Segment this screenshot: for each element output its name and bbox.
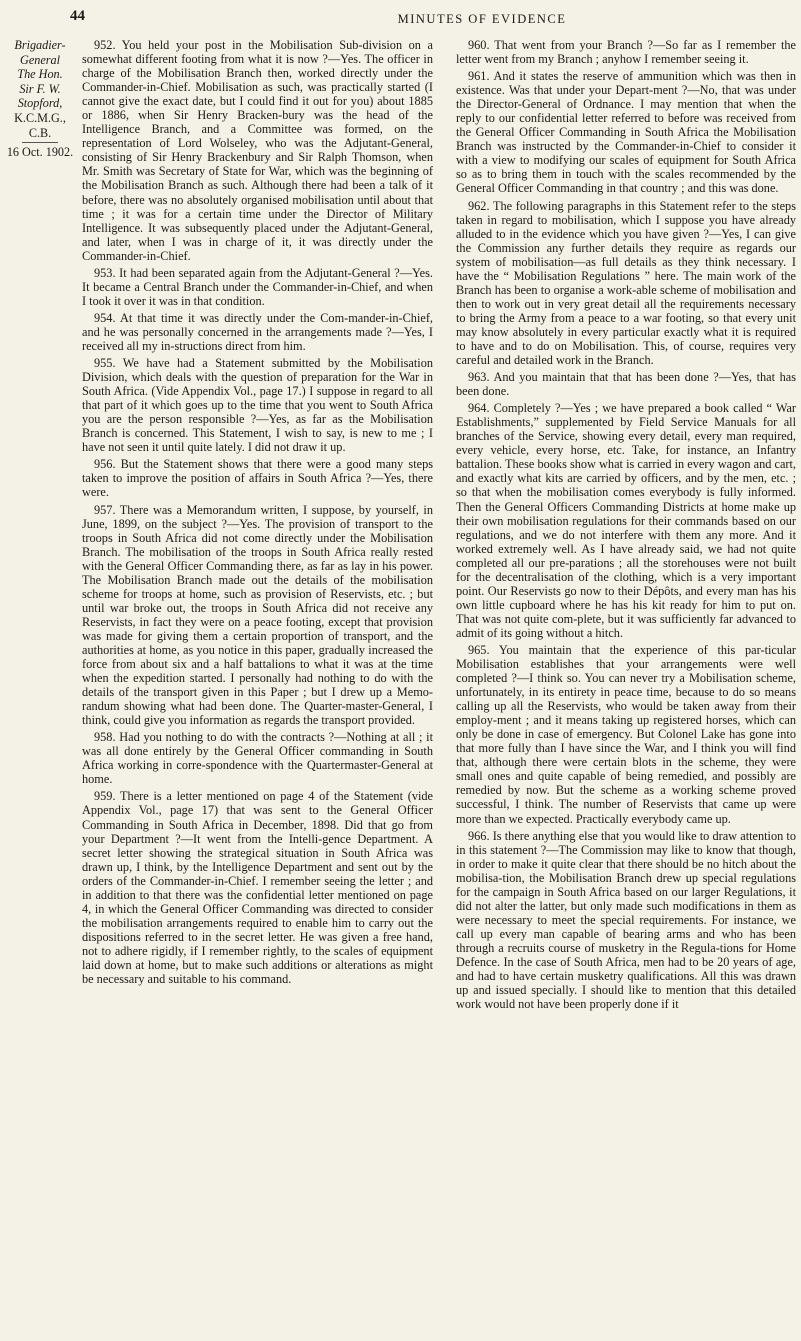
witness-rank-2: General [20,52,60,67]
paragraph-957: 957. There was a Memorandum written, I suppose, by yourself, in June, 1899, on the subject ?—Yes. The provision of transport to the troops in South Africa did not come directly under the Mobilisation Branch. The mobilisation of the troops in South Africa really rested with the General Officer Commanding there, as far as lay in his power. The Mobilisation Branch made out the details of the mobilisation scheme for troops at home, such as provision of Reservists, etc. ; but until war broke out, the troops in South Africa did not receive any Reservists, in fact they were on a peace footing, except that provision was made for giving them a certain proportion of transport, and the authorities at home, as you notice in this paper, gradually increased the force from about six and a half battalions to what it was at the time when the expedition started. I personally had nothing to do with the details of the transport given in this Paper ; but I drew up a Memo-randum showing what had been done. The Quarter-master-General, I think, could give you information as regards the transport provided. [82,502,433,728]
paragraph-953: 953. It had been separated again from the Adjutant-General ?—Yes. It became a Central Branch under the Commander-in-Chief, and when I took it over it was in that condition. [82,265,433,308]
witness-honours: K.C.M.G., C.B. [14,110,66,140]
left-text-column [82,38,433,1335]
paragraph-956: 956. But the Statement shows that there were a good many steps taken to improve the position of affairs in South Africa ?—Yes, there were. [82,457,433,500]
witness-name-1: The Hon. [17,67,63,82]
witness-name-2: Sir F. W. [19,81,61,96]
paragraph-961: 961. And it states the reserve of ammunition which was then in existence. Was that under your Depart-ment ?—No, that was under the Director-General of Ordnance. I may mention that when the reply to our confidential letter referred to before was received from the General Officer Commanding in South Africa the Mobilisation Branch was instructed by the Commander-in-Chief to consider it with a view to modifying our scales of equipment for South Africa so as to bring them in touch with the scales recommended by the General Officer Commanding in that country ; and this was done. [456,69,796,196]
running-title: MINUTES OF EVIDENCE [397,12,567,26]
paragraph-954: 954. At that time it was directly under the Com-mander-in-Chief, and he was personally concerned in the arrangements made ?—Yes, I received all my in-structions direct from him. [82,310,433,353]
paragraph-962: 962. The following paragraphs in this Statement refer to the steps taken in regard to mobilisation, which I suppose you have already alluded to in the evidence which you have given ?—Yes, I can give the Commission any further details they require as regards our system of mobilisation—as full details as they think necessary. I have the “ Mobilisation Regulations ” here. The main work of the Branch has been to organise a work-able scheme of mobilisation and then to work out in very great detail all the requirements necessary to bring the Army from a peace to a war footing, so that every unit may know absolutely in every particular exactly what it is required to have and to do on Mobilisation. This, of course, requires very careful and detailed work in the Branch. [456,198,796,368]
paragraph-963: 963. And you maintain that that has been done ?—Yes, that has been done. [456,370,796,399]
paragraph-955: 955. We have had a Statement submitted by the Mobilisation Division, which deals with the question of preparation for the War in South Africa. (Vide Appendix Vol., page 17.) I suppose in regard to all that part of it which goes up to the time that you went to South Africa you are the person responsible ?—Yes, as far as the Mobilisation Branch is concerned. This Statement, I wish to say, is new to me ; I have not seen it until quite lately. I did not draw it up. [82,356,433,455]
paragraph-964: 964. Completely ?—Yes ; we have prepared a book called “ War Establishments,” supplemented by Field Service Manuals for all branches of the Service, showing every detail, every man required, every vehicle, every horse, etc. Take, for instance, an Infantry battalion. These books show what is carried in every wagon and cart, and exactly what kits are carried by officers, and by the men, etc. ; so that when the mobilisation comes everybody is fully informed. Then the General Officers Commanding Districts at home make up their own mobilisation regulations for their commands based on our regulations, and we do not interfere with them any more. And it worked extremely well. As I have already said, we had not quite completed all our pre-parations ; all the storehouses were not built for the decentralisation of the clothing, which is a very important point. Our Reservists go now to their Dépôts, and every man has his own little cupboard where he has his kit ready for him to put on. That was not quite com-plete, but it was sufficiently far advanced to admit of its going without a hitch. [456,401,796,640]
witness-name-3: Stopford, [17,96,63,111]
page-number: 44 [70,8,85,24]
witness-rank: Brigadier- [14,38,66,52]
paragraph-958: 958. Had you nothing to do with the contracts ?—Nothing at all ; it was all done entirely by the General Officer commanding in South Africa working in corre-spondence with the Quartermaster-General at home. [82,730,433,787]
paragraph-966: 966. Is there anything else that you would like to draw attention to in this statement ?—The Commission may like to know that though, in order to make it quite clear that there should be no hitch about the mobilisa-tion, the Mobilisation Branch drew up special regulations for the campaign in South Africa based on our larger Regulations, it did not alter the latter, but only made such modifications in them as were necessary to meet the special requirements. For instance, we call up every man capable of bearing arms and who has been through a recruits course of musketry in the Regula-tions for Home Defence. In the case of South Africa, men had to be 20 years of age, and had to have certain musketry qualifications. All this was drawn up and issued specially. I should like to mention that this detailed work would not have been properly done if it [456,828,796,1012]
witness-margin-note [3,38,77,160]
paragraph-965: 965. You maintain that the experience of this par-ticular Mobilisation establishes that your arrangements were well completed ?—I think so. You can never try a Mobilisation scheme, unfortunately, in its entirety in peace time, because to do so means calling up all the Reservists, who would be taken away from their employ-ment ; and it means taking up registered horses, which can only be done in case of emergency. But Colonel Lake has gone into that more fully than I have since the War, and I think you will find that, although there were certain blots in the scheme, they were small ones and quite capable of being remedied, and possibly are remedied by now. But the scheme as a working scheme proved successful, I think. The number of Reservists that came up were more than we expected. Practically everybody came up. [456,642,796,826]
right-text-column [456,38,796,1335]
paragraph-952: 952. You held your post in the Mobilisation Sub-division on a somewhat different footing from what it is now ?—Yes. The officer in charge of the Mobilisation Branch then, worked directly under the Commander-in-Chief. Mobilisation as such, was practically started (I cannot give the exact date, but I could find it out for you) about 1885 or 1886, when Sir Henry Bracken-bury was the head of the Intelligence Branch, and a Committee was formed, on the representation of Lord Wolseley, who was the Adjutant-General, consisting of Sir Henry Brackenbury and Sir Ralph Thomson, when Mr. Smith was Secretary of State for War, which was the beginning of the Mobilisation Branch as such. Although there had been a talk of it before, there was no absolutely organised mobilisation until about that time ; it was for a certain time under the Director of Military Intelligence. It was subsequently placed under the Adjutant-General, and later, when I was in charge of it, it was directly under the Commander-in-Chief. [82,38,433,263]
evidence-date: 16 Oct. 1902. [6,145,74,160]
paragraph-960: 960. That went from your Branch ?—So far as I remember the letter went from my Branch ; anyhow I remember seeing it. [456,38,796,67]
paragraph-959: 959. There is a letter mentioned on page 4 of the Statement (vide Appendix Vol., page 17) that was sent to the General Officer Commanding in South Africa in December, 1898. Did that go from your Department ?—It went from the Intelli-gence Department. A secret letter showing the strategical situation in South Africa was drawn up, I think, by the Intelligence Department and sent out by the orders of the Commander-in-Chief. I remember seeing the letter ; and in addition to that there was the confidential letter mentioned on page 4, in which the General Officer Commanding was directed to consider the mobilisation arrangements required to enable him to carry out the dispositions referred to in the secret letter. He was given a free hand, not to adhere rigidly, if I remember rightly, to the scales of equipment laid down at home, but to make such additions or alterations as might be necessary and suitable to his command. [82,789,433,987]
margin-rule [22,142,58,143]
